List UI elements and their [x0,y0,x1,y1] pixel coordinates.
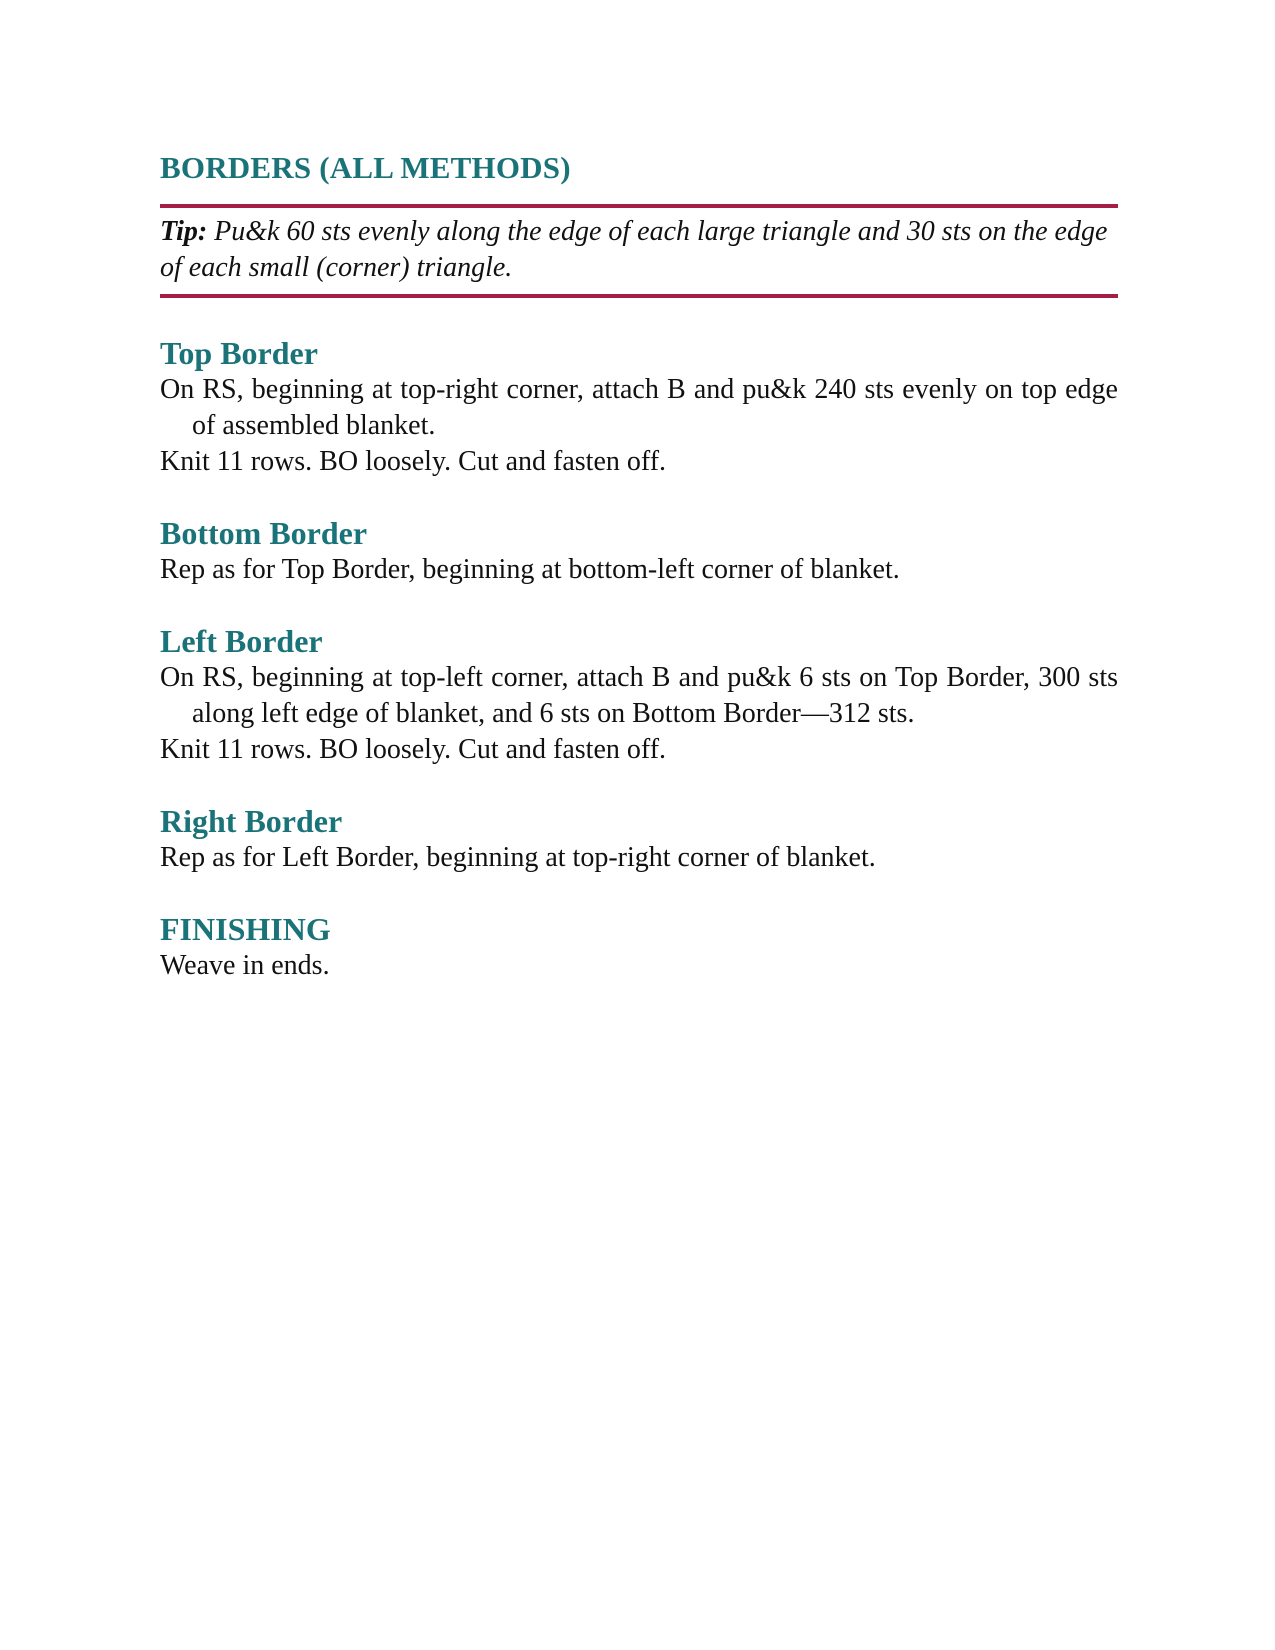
section-heading: Top Border [160,335,318,371]
tip-paragraph [160,214,1118,286]
instruction-paragraph: Weave in ends. [160,950,330,981]
tip-text: Pu&k 60 sts evenly along the edge of each large triangle and 30 sts on the edge of each small (corner) triangle. [160,216,1108,283]
instruction-paragraph: Rep as for Left Border, beginning at top-right corner of blanket. [160,842,876,873]
section-bottom-border [160,514,1118,588]
page-title: BORDERS (ALL METHODS) [160,150,571,185]
section-heading: Bottom Border [160,515,368,551]
section-right-border [160,802,1118,876]
tip-label: Tip: [160,216,208,247]
tip-box [160,204,1118,298]
section-heading: Left Border [160,623,323,659]
section-heading: Right Border [160,803,343,839]
section-left-border [160,622,1118,768]
instruction-paragraph: On RS, beginning at top-left corner, attach B and pu&k 6 sts on Top Border, 300 sts along left edge of blanket, and 6 sts on Bottom Border—312 sts. [160,662,1118,729]
section-finishing [160,910,1118,984]
instruction-paragraph: Knit 11 rows. BO loosely. Cut and fasten off. [160,446,667,477]
instruction-paragraph: Rep as for Top Border, beginning at bottom-left corner of blanket. [160,554,900,585]
section-top-border [160,334,1118,480]
instruction-paragraph: Knit 11 rows. BO loosely. Cut and fasten off. [160,734,667,765]
section-heading: FINISHING [160,911,331,947]
instruction-paragraph: On RS, beginning at top-right corner, attach B and pu&k 240 sts evenly on top edge of assembled blanket. [160,374,1118,441]
document-page [160,150,1118,984]
